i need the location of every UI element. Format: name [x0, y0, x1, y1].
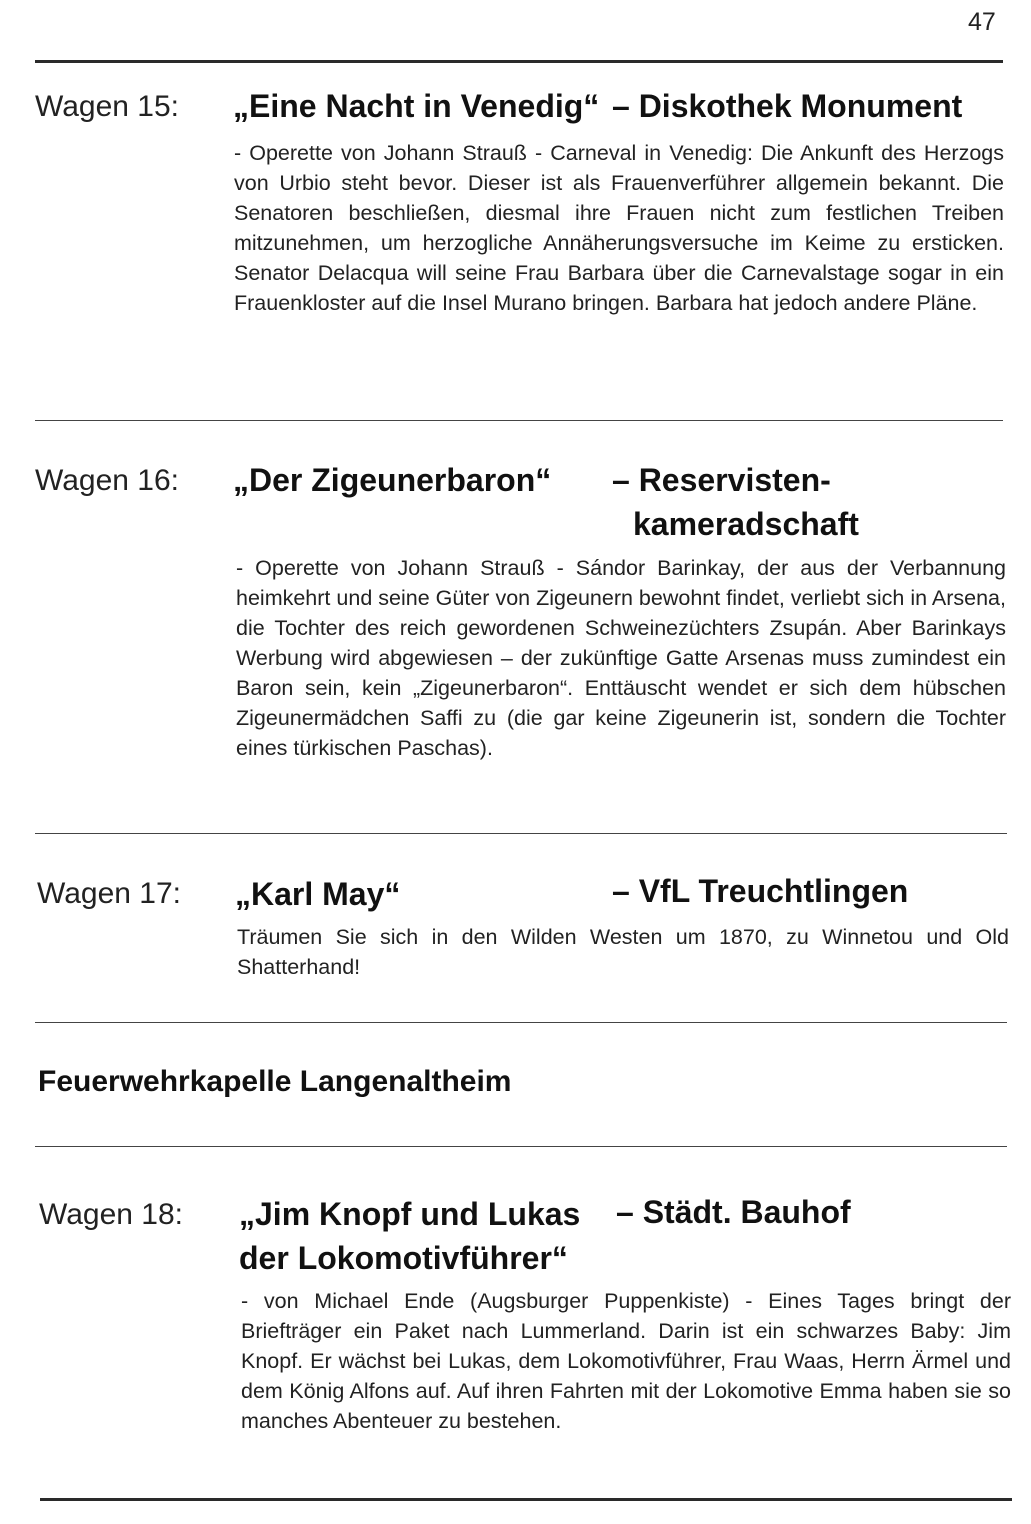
entry-description-wagen-18: - von Michael Ende (Augsburger Puppenkiste) - Eines Tages bringt der Briefträger ein Paket nach Lummerland. Darin ist ein schwarzes Baby: Jim Knopf. Er wächst bei Lukas, dem Lokomotivführer, Frau Waas, Herrn Ärmel und dem König Alfons auf. Auf ihren Fahrten mit der Lokomotive Emma haben sie so manches Abenteuer zu bestehen.: [241, 1289, 1011, 1433]
entry-description-wagen-15: - Operette von Johann Strauß - Carneval in Venedig: Die Ankunft des Herzogs von Urbio steht bevor. Dieser ist als Frauenverführer allgemein bekannt. Die Senatoren beschließen, diesmal ihre Frauen nicht zum festlichen Treiben mitzunehmen, um herzogliche Annäherungsversuche im Keime zu ersticken. Senator Delacqua will seine Frau Barbara über die Carnevalstage sogar in ein Frauenkloster auf die Insel Murano bringen. Barbara hat jedoch andere Pläne.: [234, 141, 1004, 315]
entry-title-wagen-18-line1: „Jim Knopf und Lukas: [239, 1196, 581, 1232]
band-name: Feuerwehrkapelle Langenaltheim: [38, 1065, 512, 1098]
entry-label-wagen-16: Wagen 16:: [35, 464, 179, 497]
entry-description-wagen-16: - Operette von Johann Strauß - Sándor Barinkay, der aus der Verbannung heimkehrt und seine Güter von Zigeunern bewohnt findet, verliebt sich in Arsena, die Tochter des reich gewordenen Schweinezüchters Zsupán. Aber Barinkays Werbung wird abgewiesen – der zukünftige Gatte Arsenas muss zumindest ein Baron sein, kein „Zigeunerbaron“. Enttäuscht wendet er sich dem hübschen Zigeunermädchen Saffi zu (die gar keine Zigeunerin ist, sondern die Tochter eines türkischen Paschas).: [236, 556, 1006, 760]
divider: [35, 1146, 1007, 1147]
entry-sponsor-wagen-16-line1: – Reservisten-: [612, 462, 831, 498]
entry-title-wagen-18-line2: der Lokomotivführer“: [239, 1240, 568, 1276]
entry-sponsor-wagen-18: – Städt. Bauhof: [616, 1194, 851, 1230]
divider: [35, 1022, 1007, 1023]
top-divider: [35, 60, 1003, 63]
page-number: 47: [968, 8, 996, 36]
entry-label-wagen-17: Wagen 17:: [37, 877, 181, 910]
entry-sponsor-wagen-17: – VfL Treuchtlingen: [612, 873, 909, 909]
entry-sponsor-wagen-15: – Diskothek Monument: [612, 88, 963, 124]
entry-title-wagen-17: „Karl May“: [235, 876, 401, 912]
bottom-divider: [40, 1498, 1012, 1501]
entry-description-wagen-17: Träumen Sie sich in den Wilden Westen um 1870, zu Winnetou und Old Shatterhand!: [237, 925, 1009, 979]
entry-label-wagen-15: Wagen 15:: [35, 90, 179, 123]
divider: [35, 420, 1003, 421]
entry-label-wagen-18: Wagen 18:: [39, 1198, 183, 1231]
entry-sponsor-wagen-16-line2: kameradschaft: [633, 506, 859, 542]
divider: [35, 833, 1007, 834]
entry-title-wagen-15: „Eine Nacht in Venedig“: [233, 88, 600, 124]
entry-title-wagen-16: „Der Zigeunerbaron“: [233, 462, 552, 498]
